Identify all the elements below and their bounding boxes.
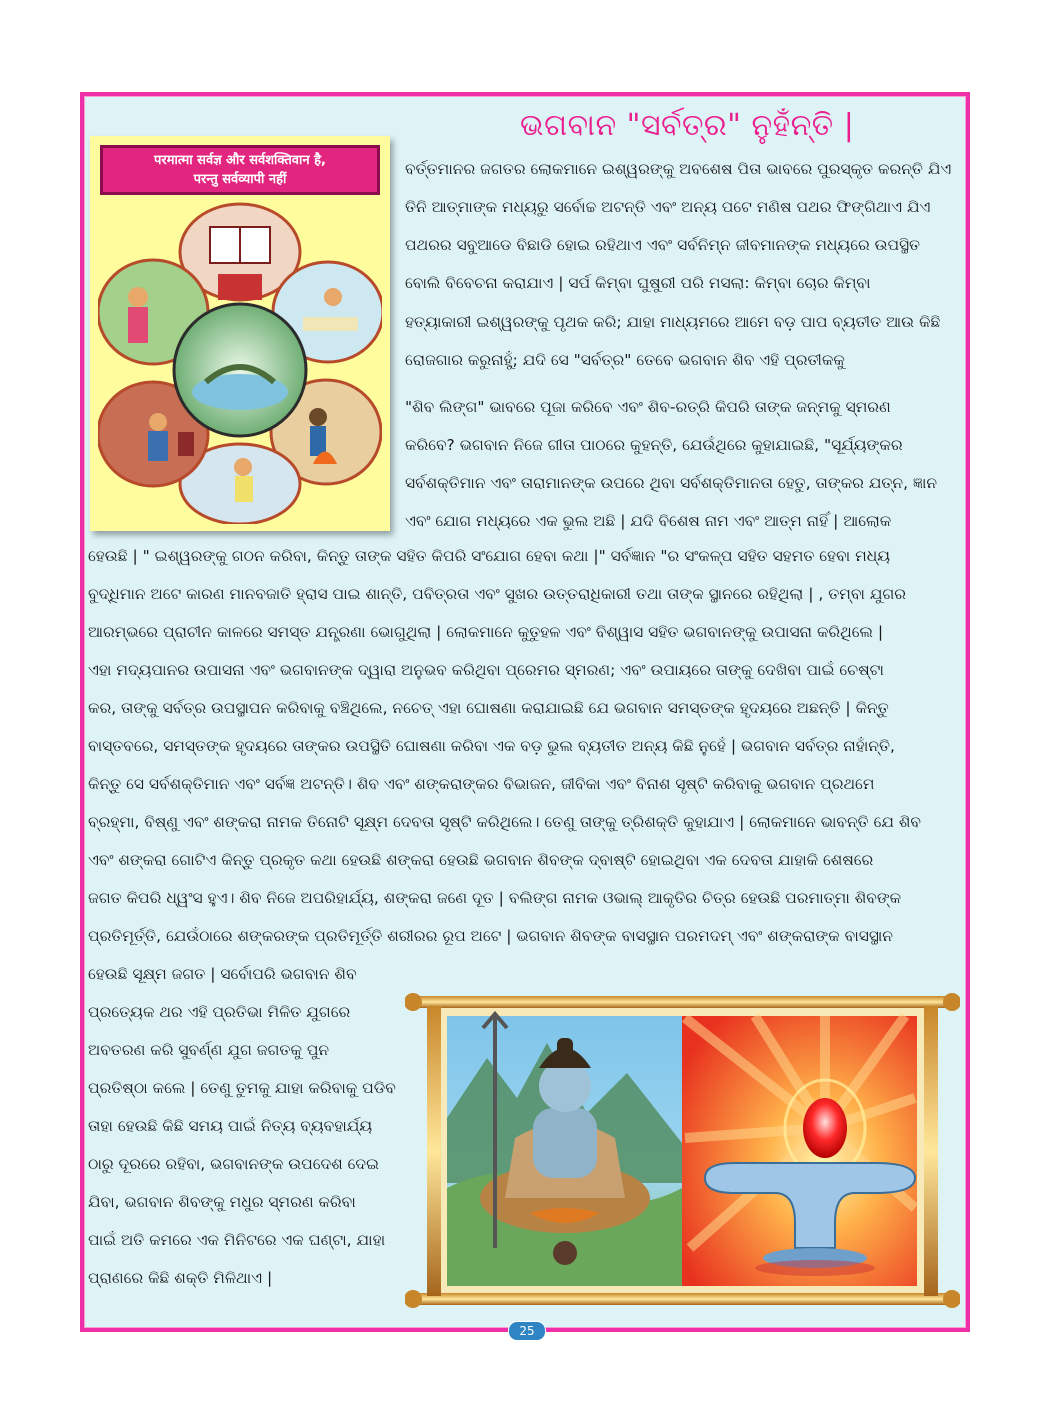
text-line: ପ୍ରତିମୂର୍ତ୍ତି, ଯେଉଁଠାରେ ଶଙ୍କରଙ୍କ ପ୍ରତିମୂର୍ତ୍ତି ଶରୀରର ରୂପ ଅଟେ | ଭଗବାନ ଶିବଙ୍କ ବାସସ୍ଥାନ ପରମଦମ୍ ଏବଂ ଶଙ୍କରାଙ୍କ ବାସସ୍ଥାନ — [88, 927, 893, 945]
poster-caption-band — [100, 145, 380, 195]
poster-caption-line-1: परमात्मा सर्वज्ञ और सर्वशक्तिवान है, — [154, 153, 326, 168]
text-line: ତିନି ଆତ୍ମାଙ୍କ ମଧ୍ୟରୁ ସର୍ବୋଚ୍ଚ ଅଟନ୍ତି ଏବଂ ଅନ୍ୟ ପଟେ ମଣିଷ ପଥର ଫିଙ୍ଗିଥାଏ ଯିଏ — [405, 198, 931, 216]
text-line: ବ୍ରହ୍ମା, ବିଷ୍ଣୁ ଏବଂ ଶଙ୍କରା ନାମକ ତିନୋଟି ସୂକ୍ଷ୍ମ ଦେବତା ସୃଷ୍ଟି କରିଥିଲେ। ତେଣୁ ତାଙ୍କୁ ତ୍ରିଶକ୍ତି କୁହାଯାଏ | ଲୋକମାନେ ଭାବନ୍ତି ଯେ ଶିବ — [88, 813, 921, 831]
text-line: କରିବେ? ଭଗବାନ ନିଜେ ଗୀତା ପାଠରେ କୁହନ୍ତି, ଯେଉଁଥିରେ କୁହାଯାଇଛି, "ସୂର୍ଯ୍ୟଙ୍କର — [405, 436, 903, 454]
text-line: ବାସ୍ତବରେ, ସମସ୍ତଙ୍କ ହୃଦୟରେ ତାଙ୍କର ଉପସ୍ଥିତି ଘୋଷଣା କରିବା ଏକ ବଡ଼ ଭୁଲ ବ୍ୟତୀତ ଅନ୍ୟ କିଛି ନୁହେଁ | ଭଗବାନ ସର୍ବତ୍ର ନାହାଁନ୍ତି, — [88, 737, 895, 755]
page-title: ଭଗବାନ "ସର୍ବତ୍ର" ନୁହଁନ୍ତି | — [520, 108, 855, 143]
text-line: ହେଉଛି | " ଇଶ୍ୱରଙ୍କୁ ଗଠନ କରିବା, କିନ୍ତୁ ତାଙ୍କ ସହିତ କିପରି ସଂଯୋଗ ହେବା କଥା |" ସର୍ବଜ୍ଞାନ "ର ସଂକଳ୍ପ ସହିତ ସହମତ ହେବା ମଧ୍ୟ — [88, 547, 891, 565]
text-line: ବୁଦ୍ଧିମାନ ଅଟେ କାରଣ ମାନବଜାତି ହ୍ରାସ ପାଇ ଶାନ୍ତି, ପବିତ୍ରତା ଏବଂ ସୁଖର ଉତ୍ତରାଧିକାରୀ ତଥା ତାଙ୍କ ସ୍ଥାନରେ ରହିଥିଲା | , ତମ୍ବା ଯୁଗର — [88, 585, 907, 603]
page-number-badge: 25 — [508, 1321, 546, 1341]
text-line: ଜଗତ କିପରି ଧ୍ୱଂସ ହୁଏ। ଶିବ ନିଜେ ଅପରିହାର୍ଯ୍ୟ, ଶଙ୍କରା ଜଣେ ଦୂତ | ବଲିଙ୍ଗ ନାମକ ଓଭାଲ୍ ଆକୃତିର ଚିତ୍ର ହେଉଛି ପରମାତ୍ମା ଶିବଙ୍କ — [88, 889, 902, 907]
poster-caption — [103, 148, 377, 189]
text-line: ତାହା ହେଉଛି କିଛି ସମୟ ପାଇଁ ନିତ୍ୟ ବ୍ୟବହାର୍ଯ୍ୟ — [88, 1117, 373, 1135]
text-line: "ଶିବ ଲିଙ୍ଗ" ଭାବରେ ପୂଜା କରିବେ ଏବଂ ଶିବ-ରତ୍ରି କିପରି ତାଙ୍କ ଜନ୍ମକୁ ସ୍ମରଣ — [405, 398, 891, 416]
text-line: ଯିବା, ଭଗବାନ ଶିବଙ୍କୁ ମଧୁର ସ୍ମରଣ କରିବା — [88, 1193, 356, 1211]
text-line: ଅବତରଣ କରି ସୁବର୍ଣ୍ଣ ଯୁଗ ଜଗତକୁ ପୁନ — [88, 1041, 330, 1059]
text-line: ଆରମ୍ଭରେ ପ୍ରାଚୀନ କାଳରେ ସମସ୍ତ ଯନ୍ତ୍ରଣା ଭୋଗୁଥିଲା | ଲୋକମାନେ କୁତୁହଳ ଏବଂ ବିଶ୍ୱାସ ସହିତ ଭଗବାନଙ୍କୁ ଉପାସନା କରିଥିଲେ | — [88, 623, 884, 641]
text-line: ହତ୍ୟାକାରୀ ଇଶ୍ୱରଙ୍କୁ ପୃଥକ କରି; ଯାହା ମାଧ୍ୟମରେ ଆମେ ବଡ଼ ପାପ ବ୍ୟତୀତ ଆଉ କିଛି — [405, 313, 941, 331]
text-line: ଏବଂ ଶଙ୍କରା ଗୋଟିଏ କିନ୍ତୁ ପ୍ରକୃତ କଥା ହେଉଛି ଶଙ୍କରା ହେଉଛି ଭଗବାନ ଶିବଙ୍କ ଦ୍ବାଷ୍ଟି ହୋଇଥିବା ଏକ ଦେବତା ଯାହାକି ଶେଷରେ — [88, 851, 874, 869]
text-line: ପ୍ରତ୍ୟେକ ଥର ଏହି ପ୍ରତିଭା ମିଳିତ ଯୁଗରେ — [88, 1003, 351, 1021]
text-line: ଏହା ମଦ୍ୟପାନର ଉପାସନା ଏବଂ ଭଗବାନଙ୍କ ଦ୍ୱାରା ଅନୁଭବ କରିଥିବା ପ୍ରେମର ସ୍ମରଣ; ଏବଂ ଉପାୟରେ ତାଙ୍କୁ ଦେଖିବା ପାଇଁ ଚେଷ୍ଟା — [88, 661, 884, 679]
shiva-lingam-scroll-illustration — [405, 988, 960, 1313]
text-line: ବର୍ତ୍ତମାନର ଜଗତର ଲୋକମାନେ ଇଶ୍ୱରଙ୍କୁ ଅବଶେଷ ପିତା ଭାବରେ ପୁରସ୍କୃତ କରନ୍ତି ଯିଏ — [405, 160, 952, 178]
text-line: ପ୍ରାଣରେ କିଛି ଶକ୍ତି ମିଳିଥାଏ | — [88, 1269, 273, 1287]
text-line: ଠାରୁ ଦୂରରେ ରହିବା, ଭଗବାନଙ୍କ ଉପଦେଶ ଦେଇ — [88, 1155, 379, 1173]
poster-caption-line-2: परन्तु सर्वव्यापी नहीं — [193, 172, 287, 187]
text-line: କର, ତାଙ୍କୁ ସର୍ବତ୍ର ଉପସ୍ଥାପନ କରିବାକୁ ବଞ୍ଚିଥିଲେ, ନଚେତ୍ ଏହା ଘୋଷଣା କରାଯାଇଛି ଯେ ଭଗବାନ ସମସ୍ତଙ୍କ ହୃଦୟରେ ଅଛନ୍ତି | କିନ୍ତୁ — [88, 699, 889, 717]
text-line: ବୋଲି ବିବେଚନା କରାଯାଏ | ସର୍ପ କିମ୍ବା ଘୁଷୁରୀ ପରି ମସଲା: କିମ୍ବା ଚୋର କିମ୍ବା — [405, 274, 871, 292]
text-line: ପାଇଁ ଅତି କମରେ ଏକ ମିନିଟରେ ଏକ ଘଣ୍ଟା, ଯାହା — [88, 1231, 386, 1249]
poster-illustration — [90, 136, 390, 531]
text-line: ଏବଂ ଯୋଗ ମଧ୍ୟରେ ଏକ ଭୁଲ ଅଛି | ଯଦି ବିଶେଷ ନାମ ଏବଂ ଆତ୍ମ ନାହିଁ | ଆଲୋକ — [405, 512, 892, 530]
text-line: ପଥରର ସବୁଆଡେ ବିଛାଡି ହୋଇ ରହିଥାଏ ଏବଂ ସର୍ବନିମ୍ନ ଜୀବମାନଙ୍କ ମଧ୍ୟରେ ଉପସ୍ଥିତ — [405, 236, 921, 254]
text-line: ପ୍ରତିଷ୍ଠା କଲେ | ତେଣୁ ତୁମକୁ ଯାହା କରିବାକୁ ପଡିବ — [88, 1079, 396, 1097]
poster-flower-diagram — [98, 202, 382, 524]
text-line: ରୋଜଗାର କରୁନାହୁଁ; ଯଦି ସେ "ସର୍ବତ୍ର" ତେବେ ଭଗବାନ ଶିବ ଏହି ପ୍ରତୀକକୁ — [405, 351, 845, 369]
text-line: କିନ୍ତୁ ସେ ସର୍ବଶକ୍ତିମାନ ଏବଂ ସର୍ବଜ୍ଞ ଅଟନ୍ତି। ଶିବ ଏବଂ ଶଙ୍କରାଙ୍କର ବିଭାଜନ, ଜୀବିକା ଏବଂ ବିନାଶ ସୃଷ୍ଟି କରିବାକୁ ଭଗବାନ ପ୍ରଥମେ — [88, 775, 875, 793]
text-line: ହେଉଛି ସୂକ୍ଷ୍ମ ଜଗତ | ସର୍ବୋପରି ଭଗବାନ ଶିବ — [88, 965, 357, 983]
text-line: ସର୍ବଶକ୍ତିମାନ ଏବଂ ତାରାମାନଙ୍କ ଉପରେ ଥିବା ସର୍ବଶକ୍ତିମାନତା ହେତୁ, ତାଙ୍କର ଯତ୍ନ, ଜ୍ଞାନ — [405, 474, 938, 492]
